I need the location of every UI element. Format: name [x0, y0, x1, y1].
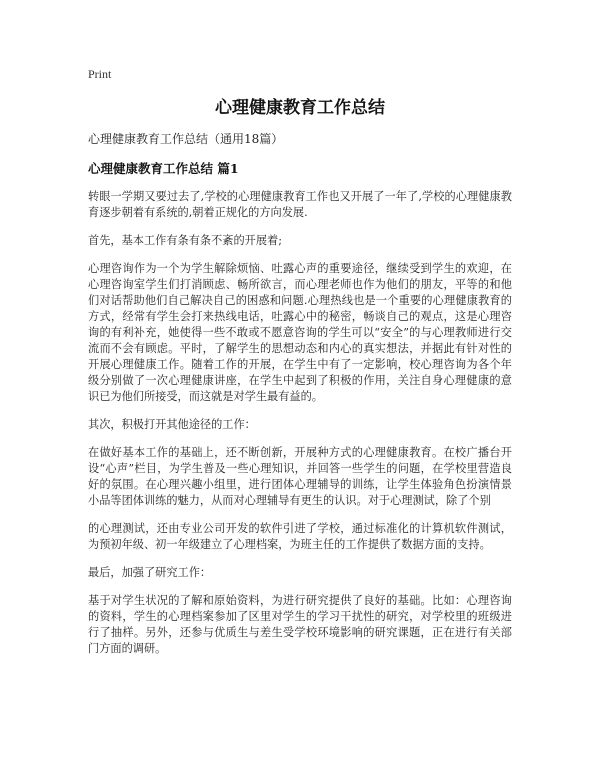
print-link[interactable]: Print [88, 67, 112, 81]
paragraph-innovation: 在做好基本工作的基础上，还不断创新，开展种方式的心理健康教育。在校广播台开设“心声”栏目，为学生普及一些心理知识，并回答一些学生的问题，在学校里营造良好的氛围。在心理兴趣小组里，进行团体心理辅导的训练，让学生体验角色扮演情景小品等团体训练的魅力，从而对心理辅导有更生的认识。对于心理测试，除了个别 [88, 446, 512, 507]
paragraph-testing: 的心理测试，还由专业公司开发的软件引进了学校，通过标准化的计算机软件测试，为预初年级、初一年级建立了心理档案，为班主任的工作提供了数据方面的支持。 [88, 522, 512, 551]
paragraph-research: 基于对学生状况的了解和原始资料，为进行研究提供了良好的基础。比如：心理咨询的资料，学生的心理档案参加了区里对学生的学习干扰性的研究，对学校里的班级进行了抽样。另外，还参与优质生与差生受学校环境影响的研究课题，正在进行有关部门方面的调研。 [88, 594, 512, 655]
paragraph-first-point: 首先，基本工作有条有条不紊的开展着; [88, 234, 282, 247]
paragraph-second-point: 其次，积极打开其他途径的工作： [88, 418, 256, 431]
section-heading: 心理健康教育工作总结 篇1 [88, 161, 239, 176]
document-subtitle: 心理健康教育工作总结（通用18篇） [88, 132, 284, 146]
paragraph-counseling: 心理咨询作为一个为学生解除烦恼、吐露心声的重要途径，继续受到学生的欢迎，在心理咨询室学生们打消顾虑、畅所欲言，而心理老师也作为他们的朋友，平等的和他们对话帮助他们自己解决自己的困惑和问题.心理热线也是一个重要的心理健康教育的方式，经常有学生会打来热线电话，吐露心中的秘密，畅谈自己的观点，这是心理咨询的有利补充，她使得一些不敢或不愿意咨询的学生可以“安全”的与心理教师进行交流而不会有顾虑。平时，了解学生的思想动态和内心的真实想法，并据此有针对性的开展心理健康工作。随着工作的开展，在学生中有了一定影响，校心理咨询为各个年级分别做了一次心理健康讲座，在学生中起到了积极的作用，关注自身心理健康的意识已为他们所接受，而这就是对学生最有益的。 [88, 262, 512, 403]
paragraph-third-point: 最后，加强了研究工作： [88, 566, 212, 579]
paragraph-intro: 转眼一学期又要过去了,学校的心理健康教育工作也又开展了一年了,学校的心理健康教育逐步朝着有系统的,朝着正规化的方向发展. [88, 190, 512, 219]
document-title: 心理健康教育工作总结 [215, 98, 385, 118]
